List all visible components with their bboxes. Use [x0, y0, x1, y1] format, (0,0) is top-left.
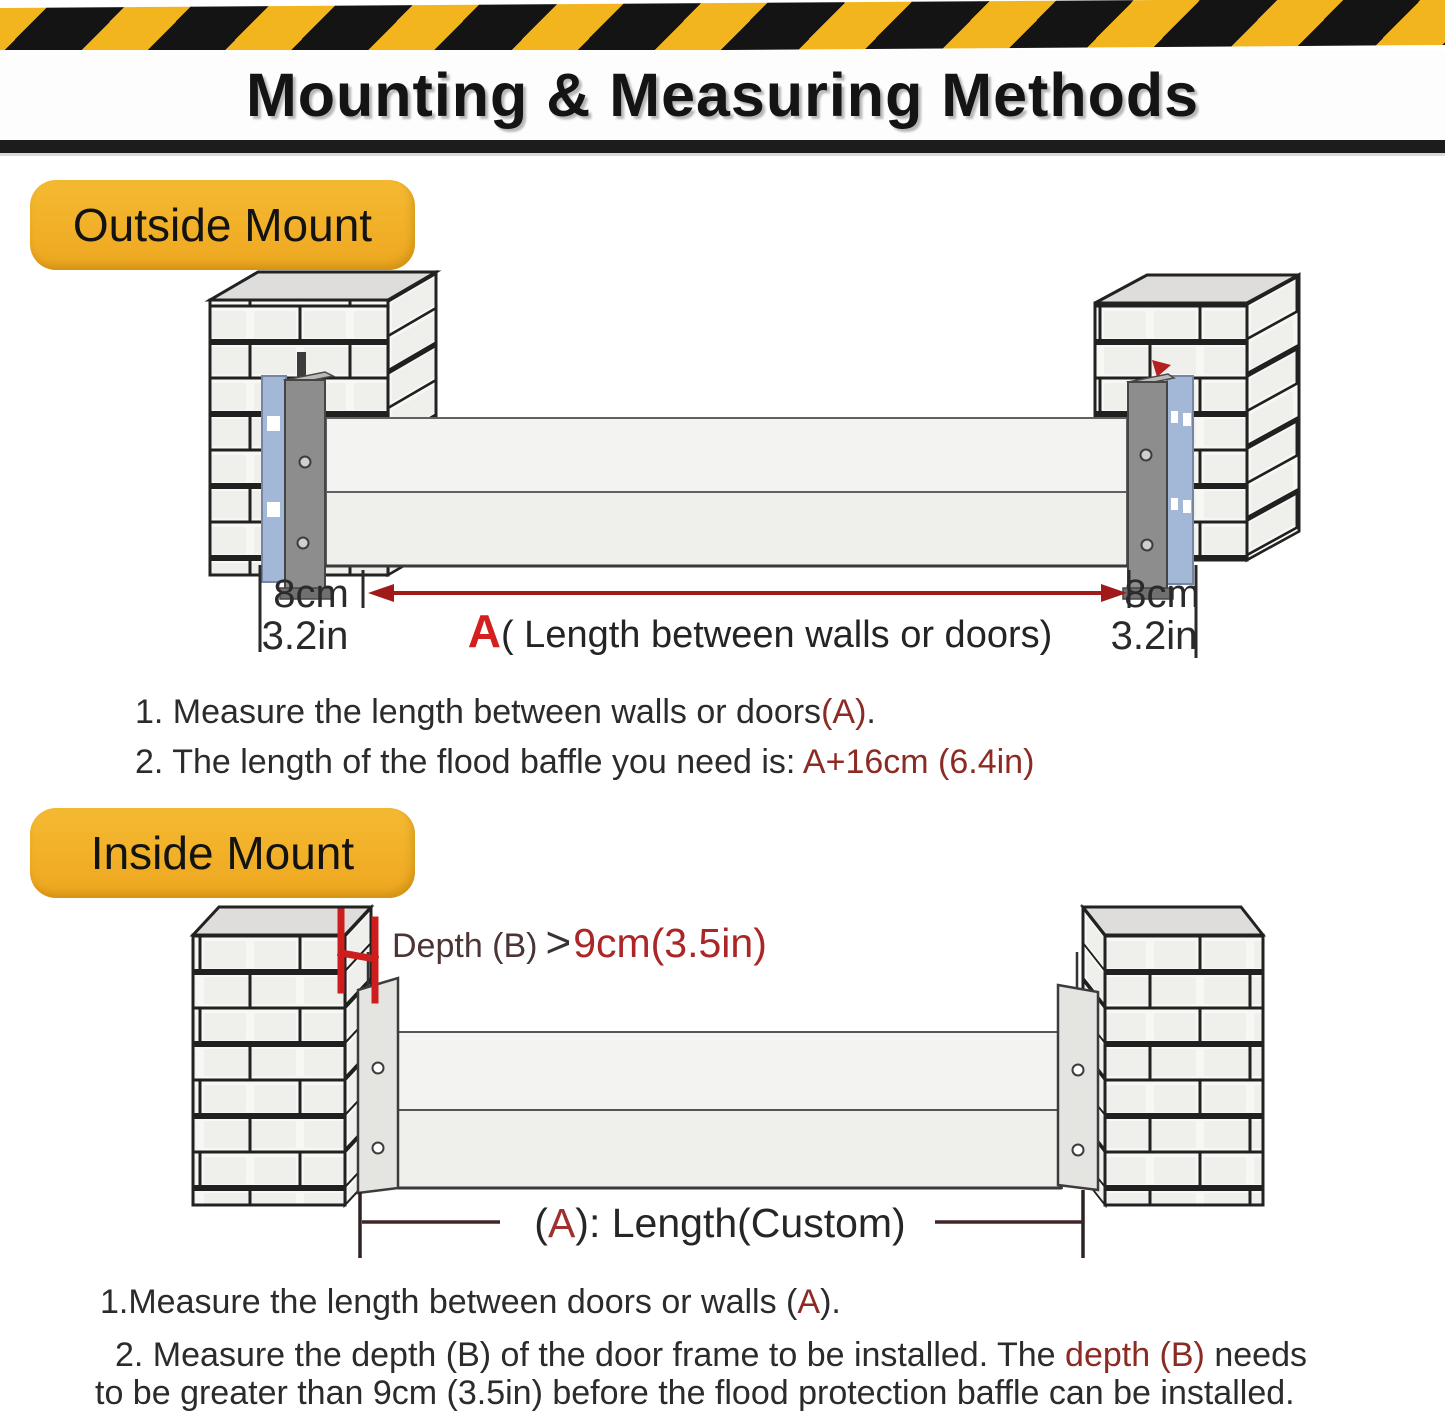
inside-step-1-period: ). [820, 1283, 841, 1321]
outside-mount-badge-label: Outside Mount [72, 199, 373, 251]
seal-strip-right [1167, 376, 1193, 584]
depth-b-text: Depth (B) [392, 927, 538, 965]
length-a-text: ( Length between walls or doors) [500, 614, 1053, 656]
right-gap-cm-label: 8cm [1124, 572, 1200, 616]
inside-step-2-line2: to be greater than 9cm (3.5in) before the flood protection baffle can be installed. [95, 1374, 1295, 1412]
outside-step-1-period: . [866, 693, 876, 731]
outside-step-1-red: (A) [821, 693, 867, 731]
hazard-stripes [0, 0, 1445, 55]
length-custom-letter: A [547, 1200, 576, 1246]
outside-step-2 [135, 743, 1034, 782]
outside-step-1 [135, 693, 876, 732]
length-custom-paren: ( [534, 1200, 548, 1246]
greater-than-symbol: > [545, 918, 572, 967]
inside-step-1-red: A [797, 1283, 821, 1321]
inside-mount-badge [30, 808, 415, 898]
inside-step-1-text: 1.Measure the length between doors or walls ( [100, 1283, 798, 1321]
length-custom-label [430, 1200, 1010, 1247]
inside-step-2-tail: needs [1204, 1336, 1307, 1374]
outside-step-1-text: 1. Measure the length between walls or doors [135, 693, 822, 731]
inside-step-2-red: depth (B) [1065, 1336, 1205, 1374]
seal-strip-left [262, 376, 286, 582]
left-gap-cm-label: 8cm [273, 572, 349, 616]
length-custom-text: ): Length(Custom) [575, 1200, 906, 1246]
inside-mount-badge-label: Inside Mount [90, 827, 355, 879]
title-band [0, 50, 1445, 140]
right-gap-in-label: 3.2in [1110, 614, 1198, 658]
flood-barrier [398, 1032, 1062, 1188]
inside-step-2-text: 2. Measure the depth (B) of the door frame to be installed. The [115, 1336, 1066, 1374]
left-gap-in-label: 3.2in [261, 614, 349, 658]
length-a-letter: A [467, 605, 501, 657]
inside-step-2-line1 [115, 1336, 1307, 1375]
length-a-label [380, 604, 1140, 658]
outside-mount-badge [30, 180, 415, 270]
outside-step-2-red: A+16cm (6.4in) [802, 743, 1035, 781]
page-title: Mounting & Measuring Methods [245, 61, 1200, 129]
header-divider [0, 140, 1445, 153]
outside-step-2-text: 2. The length of the flood baffle you need is: [135, 743, 803, 781]
mounting-bracket-left [280, 352, 333, 599]
mounting-bracket-right [1123, 360, 1174, 599]
depth-b-label [392, 918, 767, 968]
depth-b-value: 9cm(3.5in) [573, 920, 767, 966]
right-door-pillar [1083, 907, 1263, 1205]
flood-barrier [326, 418, 1127, 566]
inside-step-1 [100, 1283, 841, 1322]
